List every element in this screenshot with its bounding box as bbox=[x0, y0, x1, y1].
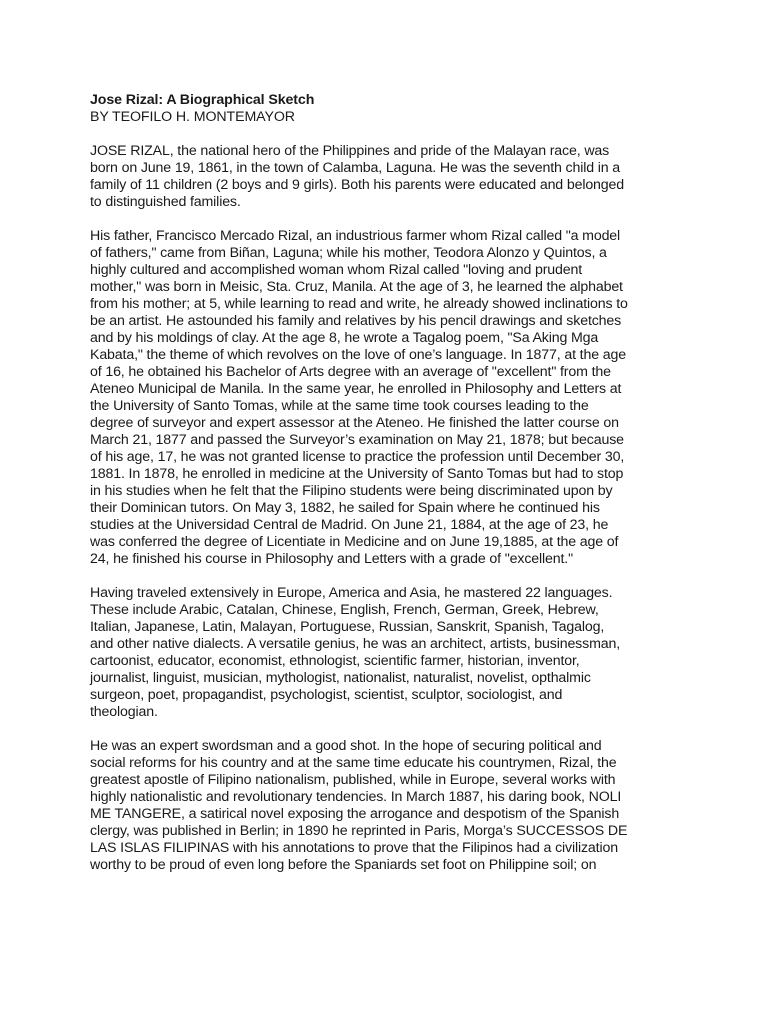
document-byline: BY TEOFILO H. MONTEMAYOR bbox=[90, 109, 295, 125]
paragraph-works: He was an expert swordsman and a good shot. In the hope of securing political and social reforms for his country and at the same time educate his countrymen, Rizal, the greatest apostle of Filipino nationalism, published, while in Europe, several works with highly nationalistic and revolutionary tendencies. In March 1887, his daring book, NOLI ME TANGERE, a satirical novel exposing the arrogance and despotism of the Spanish clergy, was published in Berlin; in 1890 he reprinted in Paris, Morga’s SUCCESSOS DE LAS ISLAS FILIPINAS with his annotations to prove that the Filipinos had a civilization worthy to be proud of even long before the Spaniards set foot on Philippine soil; on bbox=[90, 738, 628, 873]
document-title: Jose Rizal: A Biographical Sketch bbox=[90, 92, 315, 108]
paragraph-early-life: His father, Francisco Mercado Rizal, an industrious farmer whom Rizal called "a model of fathers," came from Biñan, Laguna; while his mother, Teodora Alonzo y Quintos, a highly cultured and accomplished woman whom Rizal called "loving and prudent mother," was born in Meisic, Sta. Cruz, Manila. At the age of 3, he learned the alphabet from his mother; at 5, while learning to read and write, he already showed inclinations to be an artist. He astounded his family and relatives by his pencil drawings and sketches and by his moldings of clay. At the age 8, he wrote a Tagalog poem, "Sa Aking Mga Kabata," the theme of which revolves on the love of one’s language. In 1877, at the age of 16, he obtained his Bachelor of Arts degree with an average of "excellent" from the Ateneo Municipal de Manila. In the same year, he enrolled in Philosophy and Letters at the University of Santo Tomas, while at the same time took courses leading to the degree of surveyor and expert assessor at the Ateneo. He finished the latter course on March 21, 1877 and passed the Surveyor’s examination on May 21, 1878; but because of his age, 17, he was not granted license to practice the profession until December 30, 1881. In 1878, he enrolled in medicine at the University of Santo Tomas but had to stop in his studies when he felt that the Filipino students were being discriminated upon by their Dominican tutors. On May 3, 1882, he sailed for Spain where he continued his studies at the Universidad Central de Madrid. On June 21, 1884, at the age of 23, he was conferred the degree of Licentiate in Medicine and on June 19,1885, at the age of 24, he finished his course in Philosophy and Letters with a grade of "excellent." bbox=[90, 228, 628, 567]
paragraph-intro: JOSE RIZAL, the national hero of the Philippines and pride of the Malayan race, was born on June 19, 1861, in the town of Calamba, Laguna. He was the seventh child in a family of 11 children (2 boys and 9 girls). Both his parents were educated and belonged to distinguished families. bbox=[90, 143, 625, 210]
paragraph-languages: Having traveled extensively in Europe, America and Asia, he mastered 22 languages. These include Arabic, Catalan, Chinese, English, French, German, Greek, Hebrew, Italian, Japanese, Latin, Malayan, Portuguese, Russian, Sanskrit, Spanish, Tagalog, and other native dialects. A versatile genius, he was an architect, artists, businessman, cartoonist, educator, economist, ethnologist, scientific farmer, historian, inventor, journalist, linguist, musician, mythologist, nationalist, naturalist, novelist, opthalmic surgeon, poet, propagandist, psychologist, scientist, sculptor, sociologist, and theologian. bbox=[90, 585, 621, 720]
document-page bbox=[90, 92, 696, 891]
